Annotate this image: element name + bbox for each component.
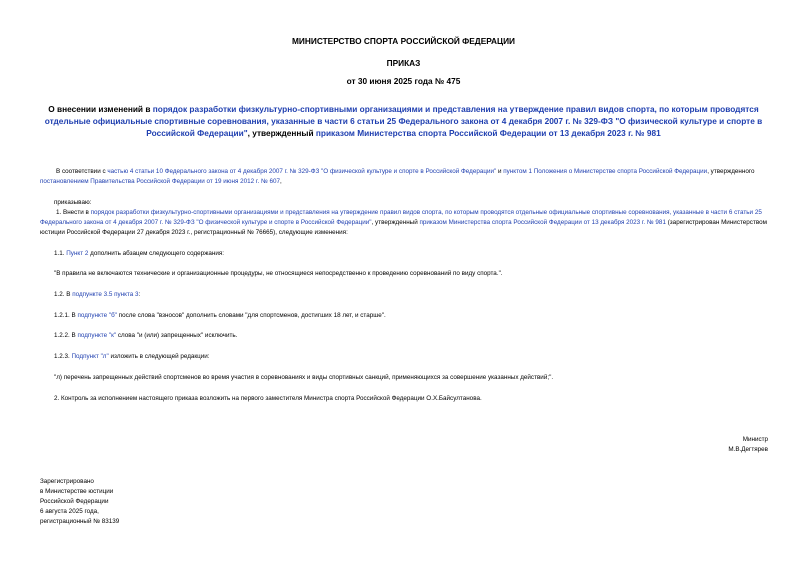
quote-2-paragraph: "л) перечень запрещенных действий спортсменов во время участия в соревнованиях и виды спортивных санкций, применяющихся за совершение указанных действий;". bbox=[54, 374, 554, 381]
item-1-2-paragraph bbox=[54, 290, 784, 300]
registration-line-2: в Министерстве юстиции bbox=[40, 488, 114, 495]
item-1-2-1-paragraph bbox=[54, 311, 784, 321]
item-1-1-paragraph bbox=[54, 249, 784, 259]
ministry-heading: МИНИСТЕРСТВО СПОРТА РОССИЙСКОЙ ФЕДЕРАЦИИ bbox=[291, 36, 516, 46]
signature-name: М.В.Дегтярев bbox=[728, 446, 768, 453]
quote-1-paragraph: "В правила не включаются технические и организационные процедуры, не относящиеся непосредственно к проведению соревнований по виду спорта.". bbox=[54, 270, 503, 277]
registration-line-1: Зарегистрировано bbox=[40, 478, 94, 485]
item122-text-1: 1.2.2. В bbox=[54, 332, 78, 339]
item-1-2-2-paragraph bbox=[54, 331, 784, 341]
item12-link-subpoint-3-5[interactable]: подпункте 3.5 пункта 3 bbox=[72, 291, 139, 298]
item122-link-subpoint-k[interactable]: подпункте "к" bbox=[77, 332, 117, 339]
item123-link-subpoint-l[interactable]: Подпункт "л" bbox=[71, 353, 109, 360]
preamble-paragraph bbox=[40, 167, 770, 187]
preamble-link-regulation[interactable]: пунктом 1 Положения о Министерстве спорта Российской Федерации bbox=[503, 168, 708, 175]
item-2-paragraph: 2. Контроль за исполнением настоящего приказа возложить на первого заместителя Министра спорта Российской Федерации О.Х.Байсултанова. bbox=[54, 395, 482, 402]
preamble-link-resolution[interactable]: постановлением Правительства Российской Федерации от 19 июня 2012 г. № 607 bbox=[40, 178, 280, 185]
item11-text-2: дополнить абзацем следующего содержания: bbox=[88, 250, 225, 257]
orders-word: приказываю: bbox=[54, 199, 92, 206]
registration-line-4: 6 августа 2025 года, bbox=[40, 508, 99, 515]
preamble-text-1: В соответствии с bbox=[56, 168, 108, 175]
title-text-1: О внесении изменений в bbox=[48, 104, 153, 114]
item121-link-subpoint-b[interactable]: подпункте "б" bbox=[77, 312, 117, 319]
preamble-text-4: , bbox=[279, 178, 282, 185]
registration-line-5: регистрационный № 83139 bbox=[40, 518, 120, 525]
item1-text-3: (зарегистрирован Министерством юстиции Российской Федерации 27 декабря 2023 г., регистрационный № 76665), следующие изменения: bbox=[40, 219, 767, 236]
item123-text-1: 1.2.3. bbox=[54, 353, 72, 360]
item1-link-order-981[interactable]: приказом Министерства спорта Российской Федерации от 13 декабря 2023 г. № 981 bbox=[419, 219, 666, 226]
item12-text-1: 1.2. В bbox=[54, 291, 73, 298]
doc-type-heading: ПРИКАЗ bbox=[386, 58, 421, 68]
item122-text-2: слова "и (или) запрещенных" исключить. bbox=[116, 332, 238, 339]
item1-link-procedure[interactable]: порядок разработки физкультурно-спортивными организациями и представления на утверждение правил видов спорта, по которым проводятся отдельные официальные спортивные соревнования, указанные в части 6 статьи 25 Федерального закона от 4 декабря 2007 г. № 329-ФЗ "О физической культуре и спорте в Российской Федерации" bbox=[40, 209, 762, 226]
item11-link-point-2[interactable]: Пункт 2 bbox=[66, 250, 89, 257]
item-1-2-3-paragraph bbox=[54, 352, 784, 362]
item121-text-2: после слова "взносов" дополнить словами "для спортсменов, достигших 18 лет, и старше". bbox=[116, 312, 386, 319]
item121-text-1: 1.2.1. В bbox=[54, 312, 78, 319]
item12-text-2: : bbox=[138, 291, 141, 298]
item-1-paragraph bbox=[40, 208, 770, 238]
item1-text-2: , утвержденный bbox=[371, 219, 420, 226]
preamble-text-3: , утвержденного bbox=[707, 168, 755, 175]
item1-text-1: 1. Внести в bbox=[56, 209, 91, 216]
order-title bbox=[40, 103, 767, 139]
date-number-heading: от 30 июня 2025 года № 475 bbox=[346, 76, 461, 86]
preamble-link-law[interactable]: частью 4 статьи 10 Федерального закона от 4 декабря 2007 г. № 329-ФЗ "О физической культуре и спорте в Российской Федерации" bbox=[107, 168, 497, 175]
item123-text-2: изложить в следующей редакции: bbox=[108, 353, 210, 360]
title-link-procedure[interactable]: порядок разработки физкультурно-спортивными организациями и представления на утверждение правил видов спорта, по которым проводятся отдельные официальные спортивные соревнования, указанные в части 6 статьи 25 Федерального закона от 4 декабря 2007 г. № 329-ФЗ "О физической культуре и спорте в Российской Федерации" bbox=[44, 104, 763, 138]
signature-position: Министр bbox=[742, 436, 768, 443]
item11-text-1: 1.1. bbox=[54, 250, 67, 257]
title-link-order-981[interactable]: приказом Министерства спорта Российской Федерации от 13 декабря 2023 г. № 981 bbox=[315, 128, 661, 138]
registration-line-3: Российской Федерации bbox=[40, 498, 109, 505]
title-text-2: , утвержденный bbox=[247, 128, 316, 138]
preamble-text-2: и bbox=[496, 168, 504, 175]
